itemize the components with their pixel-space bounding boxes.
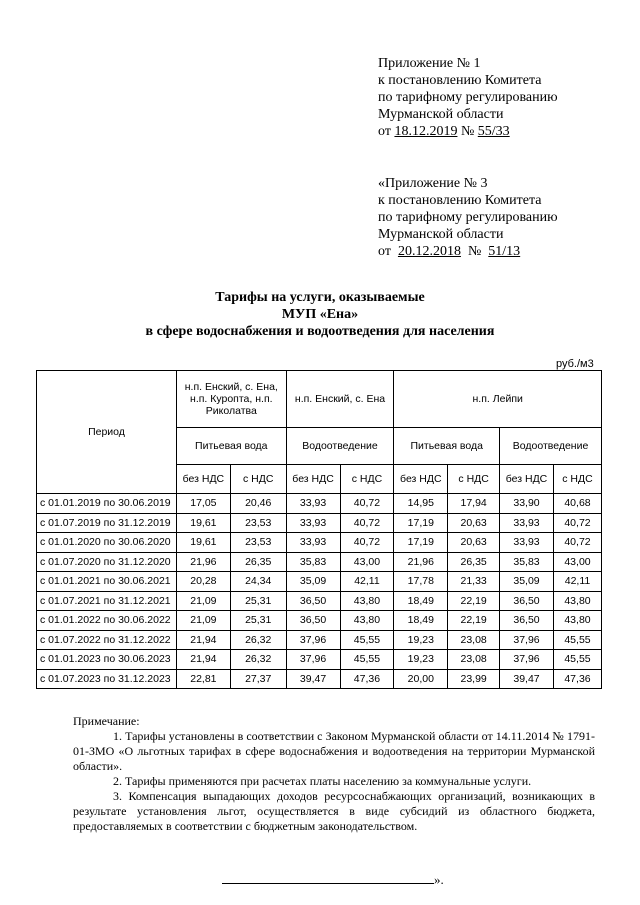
vat-excl-header: без НДС — [394, 465, 448, 494]
tariff-value-cell: 36,50 — [500, 591, 554, 611]
tariff-value-cell: 19,23 — [394, 630, 448, 650]
appendix-3-from: от — [378, 244, 391, 259]
tariff-value-cell: 24,34 — [230, 572, 286, 592]
tariff-value-cell: 45,55 — [553, 650, 601, 670]
tariff-value-cell: 25,31 — [230, 611, 286, 631]
tariff-value-cell: 33,93 — [286, 494, 340, 514]
tariff-value-cell: 21,96 — [394, 552, 448, 572]
tariff-value-cell: 35,09 — [286, 572, 340, 592]
tariff-value-cell: 22,81 — [176, 669, 230, 689]
note-item-3: 3. Компенсация выпадающих доходов ресурсоснабжающих организаций, возникающих в результате установления льгот, осуществляется в виде субсидий из областного бюджета, предоставляемых в соответствии с бюджетным законодательством. — [73, 789, 595, 833]
tariff-value-cell: 37,96 — [286, 630, 340, 650]
table-row — [37, 494, 602, 514]
table-row — [37, 669, 602, 689]
tariff-value-cell: 43,80 — [340, 611, 394, 631]
appendix-3-line1: «Приложение № 3 — [378, 176, 488, 191]
tariff-value-cell: 35,83 — [500, 552, 554, 572]
tariff-value-cell: 33,90 — [500, 494, 554, 514]
tariff-value-cell: 21,33 — [448, 572, 500, 592]
period-header: Период — [37, 371, 177, 494]
appendix-1-header — [378, 55, 558, 140]
service-header: Питьевая вода — [176, 428, 286, 465]
appendix-3-num-sign: № — [467, 244, 482, 259]
tariff-value-cell: 23,08 — [448, 650, 500, 670]
closing-mark: ». — [434, 872, 444, 887]
appendix-1-line2: к постановлению Комитета — [378, 73, 542, 88]
appendix-1-line4: Мурманской области — [378, 107, 504, 122]
tariff-value-cell: 26,32 — [230, 630, 286, 650]
tariff-value-cell: 36,50 — [286, 591, 340, 611]
appendix-3-date: 20.12.2018 — [397, 244, 461, 259]
tariff-value-cell: 40,68 — [553, 494, 601, 514]
tariff-value-cell: 42,11 — [340, 572, 394, 592]
tariff-value-cell: 18,49 — [394, 591, 448, 611]
appendix-3-number: 51/13 — [488, 244, 521, 259]
period-cell: с 01.01.2019 по 30.06.2019 — [37, 494, 177, 514]
tariff-value-cell: 19,23 — [394, 650, 448, 670]
notes-section — [73, 714, 595, 834]
appendix-3-date-line — [378, 243, 558, 260]
tariff-value-cell: 23,53 — [230, 533, 286, 553]
tariff-value-cell: 26,35 — [448, 552, 500, 572]
tariff-value-cell: 43,80 — [553, 611, 601, 631]
closing-line — [222, 871, 444, 888]
period-cell: с 01.01.2022 по 30.06.2022 — [37, 611, 177, 631]
tariff-value-cell: 47,36 — [340, 669, 394, 689]
tariff-value-cell: 20,28 — [176, 572, 230, 592]
tariff-value-cell: 22,19 — [448, 591, 500, 611]
tariff-value-cell: 21,96 — [176, 552, 230, 572]
tariff-value-cell: 35,09 — [500, 572, 554, 592]
tariff-value-cell: 37,96 — [286, 650, 340, 670]
appendix-1-date-line — [378, 123, 558, 140]
tariff-value-cell: 33,93 — [500, 533, 554, 553]
tariff-value-cell: 47,36 — [553, 669, 601, 689]
period-cell: с 01.07.2021 по 31.12.2021 — [37, 591, 177, 611]
tariff-table — [36, 370, 602, 689]
appendix-1-num-sign: № — [460, 124, 475, 139]
appendix-3-header — [378, 175, 558, 260]
vat-incl-header: с НДС — [448, 465, 500, 494]
period-cell: с 01.01.2023 по 30.06.2023 — [37, 650, 177, 670]
tariff-value-cell: 43,00 — [553, 552, 601, 572]
tariff-value-cell: 26,35 — [230, 552, 286, 572]
table-row — [37, 513, 602, 533]
table-row — [37, 572, 602, 592]
tariff-value-cell: 23,08 — [448, 630, 500, 650]
tariff-value-cell: 20,00 — [394, 669, 448, 689]
appendix-1-date: 18.12.2019 — [394, 124, 458, 139]
tariff-value-cell: 17,19 — [394, 513, 448, 533]
tariff-value-cell: 20,46 — [230, 494, 286, 514]
appendix-1-line1: Приложение № 1 — [378, 56, 481, 71]
table-row — [37, 650, 602, 670]
vat-incl-header: с НДС — [553, 465, 601, 494]
locality-header-3: н.п. Лейпи — [394, 371, 602, 428]
tariff-value-cell: 33,93 — [500, 513, 554, 533]
tariff-value-cell: 40,72 — [553, 513, 601, 533]
appendix-1-number: 55/33 — [477, 124, 510, 139]
tariff-value-cell: 22,19 — [448, 611, 500, 631]
document-title — [0, 289, 640, 340]
note-item-2: 2. Тарифы применяются при расчетах платы населению за коммунальные услуги. — [113, 774, 532, 788]
tariff-value-cell: 17,94 — [448, 494, 500, 514]
tariff-value-cell: 17,19 — [394, 533, 448, 553]
tariff-value-cell: 40,72 — [340, 494, 394, 514]
tariff-value-cell: 40,72 — [340, 533, 394, 553]
appendix-3-line3: по тарифному регулированию — [378, 210, 558, 225]
appendix-1-from: от — [378, 124, 391, 139]
tariff-value-cell: 43,00 — [340, 552, 394, 572]
period-cell: с 01.07.2022 по 31.12.2022 — [37, 630, 177, 650]
table-row — [37, 630, 602, 650]
vat-excl-header: без НДС — [286, 465, 340, 494]
table-row — [37, 611, 602, 631]
vat-excl-header: без НДС — [500, 465, 554, 494]
period-cell: с 01.07.2020 по 31.12.2020 — [37, 552, 177, 572]
tariff-value-cell: 25,31 — [230, 591, 286, 611]
tariff-value-cell: 45,55 — [553, 630, 601, 650]
vat-incl-header: с НДС — [340, 465, 394, 494]
tariff-value-cell: 17,05 — [176, 494, 230, 514]
tariff-value-cell: 42,11 — [553, 572, 601, 592]
service-header: Водоотведение — [500, 428, 602, 465]
period-cell: с 01.01.2020 по 30.06.2020 — [37, 533, 177, 553]
tariff-value-cell: 43,80 — [340, 591, 394, 611]
tariff-value-cell: 43,80 — [553, 591, 601, 611]
tariff-value-cell: 26,32 — [230, 650, 286, 670]
tariff-value-cell: 39,47 — [286, 669, 340, 689]
title-line2: МУП «Ена» — [281, 307, 359, 322]
tariff-value-cell: 40,72 — [340, 513, 394, 533]
tariff-value-cell: 45,55 — [340, 630, 394, 650]
vat-excl-header: без НДС — [176, 465, 230, 494]
vat-incl-header: с НДС — [230, 465, 286, 494]
tariff-value-cell: 21,94 — [176, 650, 230, 670]
tariff-value-cell: 23,53 — [230, 513, 286, 533]
service-header: Питьевая вода — [394, 428, 500, 465]
tariff-value-cell: 19,61 — [176, 533, 230, 553]
tariff-value-cell: 36,50 — [500, 611, 554, 631]
tariff-value-cell: 33,93 — [286, 533, 340, 553]
appendix-1-line3: по тарифному регулированию — [378, 90, 558, 105]
period-cell: с 01.07.2023 по 31.12.2023 — [37, 669, 177, 689]
period-cell: с 01.07.2019 по 31.12.2019 — [37, 513, 177, 533]
tariff-value-cell: 20,63 — [448, 513, 500, 533]
tariff-value-cell: 39,47 — [500, 669, 554, 689]
tariff-value-cell: 40,72 — [553, 533, 601, 553]
service-header: Водоотведение — [286, 428, 394, 465]
tariff-value-cell: 37,96 — [500, 650, 554, 670]
locality-header-2: н.п. Енский, с. Ена — [286, 371, 394, 428]
tariff-table-body — [37, 494, 602, 689]
tariff-value-cell: 21,94 — [176, 630, 230, 650]
tariff-value-cell: 27,37 — [230, 669, 286, 689]
tariff-value-cell: 20,63 — [448, 533, 500, 553]
tariff-value-cell: 37,96 — [500, 630, 554, 650]
locality-header-1: н.п. Енский, с. Ена, н.п. Куропта, н.п. Риколатва — [176, 371, 286, 428]
title-line1: Тарифы на услуги, оказываемые — [215, 290, 425, 305]
tariff-value-cell: 19,61 — [176, 513, 230, 533]
notes-heading: Примечание: — [73, 714, 140, 728]
tariff-value-cell: 21,09 — [176, 611, 230, 631]
tariff-value-cell: 23,99 — [448, 669, 500, 689]
unit-label: руб./м3 — [556, 358, 594, 370]
signature-line — [222, 871, 434, 884]
tariff-value-cell: 45,55 — [340, 650, 394, 670]
tariff-value-cell: 17,78 — [394, 572, 448, 592]
table-row — [37, 552, 602, 572]
tariff-value-cell: 36,50 — [286, 611, 340, 631]
tariff-value-cell: 35,83 — [286, 552, 340, 572]
title-line3: в сфере водоснабжения и водоотведения для населения — [145, 324, 495, 339]
tariff-value-cell: 18,49 — [394, 611, 448, 631]
table-row — [37, 591, 602, 611]
note-item-1: 1. Тарифы установлены в соответствии с Законом Мурманской области от 14.11.2014 № 1791-01-ЗМО «О льготных тарифах в сфере водоснабжения и водоотведения на территории Мурманской области». — [73, 729, 595, 773]
appendix-3-line2: к постановлению Комитета — [378, 193, 542, 208]
period-cell: с 01.01.2021 по 30.06.2021 — [37, 572, 177, 592]
tariff-value-cell: 14,95 — [394, 494, 448, 514]
tariff-value-cell: 33,93 — [286, 513, 340, 533]
appendix-3-line4: Мурманской области — [378, 227, 504, 242]
table-row — [37, 533, 602, 553]
tariff-value-cell: 21,09 — [176, 591, 230, 611]
